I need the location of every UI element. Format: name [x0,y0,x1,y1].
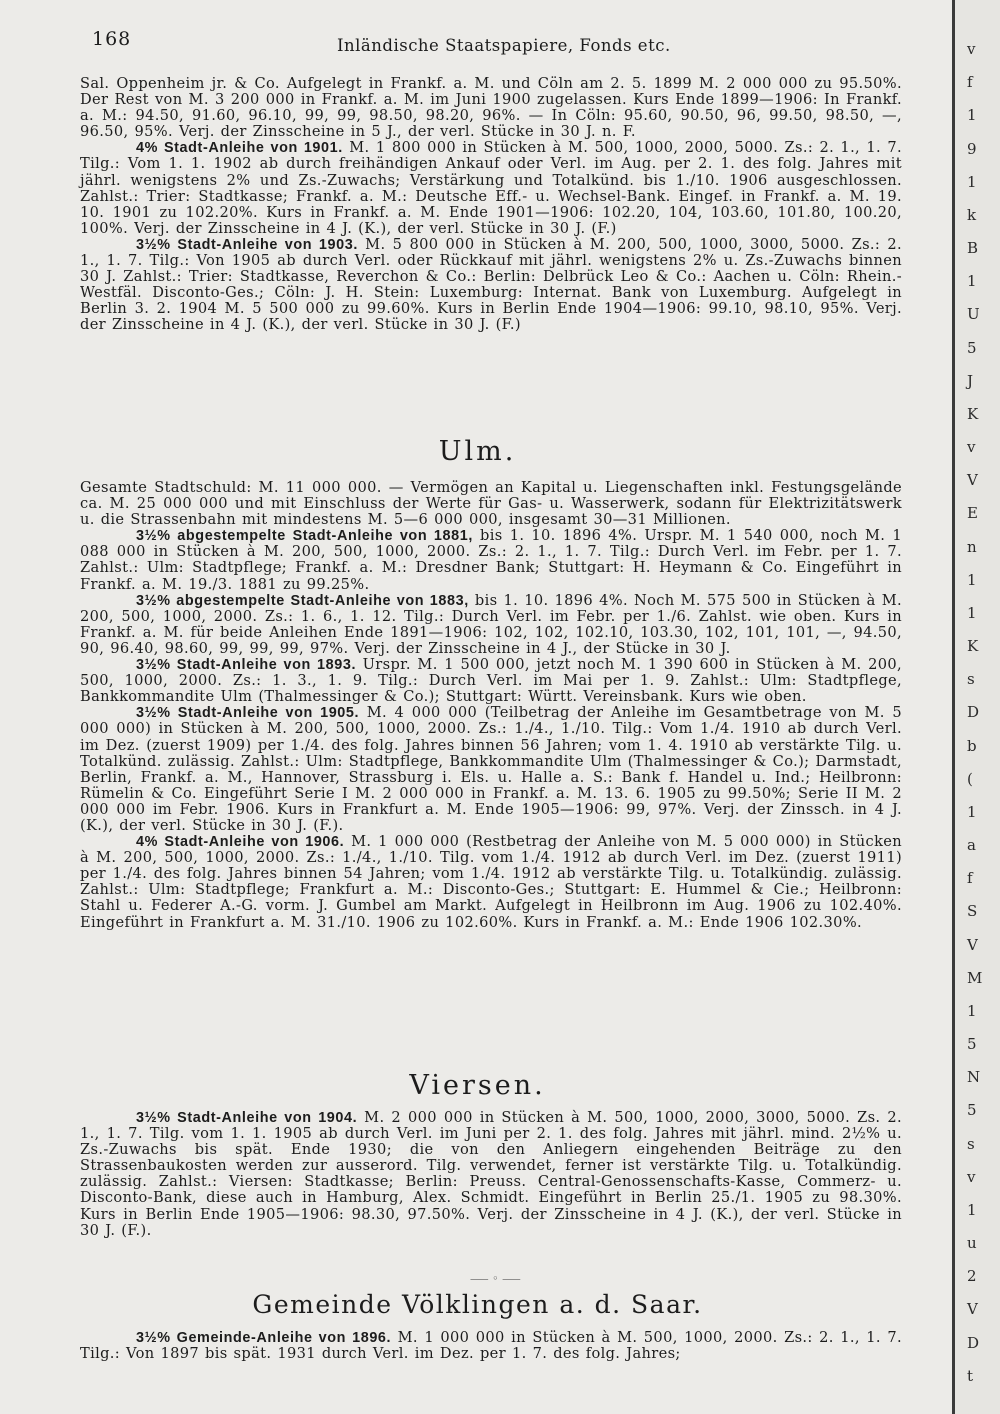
loan-entry [80,1330,902,1362]
edge-glyph: D [967,703,980,721]
edge-glyph: n [967,538,977,556]
section-heading-viersen: Viersen. [409,1070,546,1101]
edge-glyph: K [967,637,979,655]
edge-glyph: b [967,737,977,755]
edge-glyph: a [967,836,976,854]
voelklingen-block [80,1330,902,1362]
loan-entry [80,528,902,592]
adjacent-page-edge [952,0,1000,1414]
loan-title: 4% Stadt-Anleihe von 1906. [136,834,345,851]
edge-glyph: D [967,1334,980,1352]
edge-glyph: v [967,1168,976,1186]
loan-entry [80,834,902,931]
loan-title: 4% Stadt-Anleihe von 1901. [136,140,343,157]
edge-glyph: v [967,40,976,58]
loan-body: M. 2 000 000 in Stücken à M. 500, 1000, 2000, 3000, 5000. Zs. 2. 1., 1. 7. Tilg. vom 1. 1. 1905 ab durch Verl. im Juni per 2. 1. des folg. Jahres mit jährl. mind. 2½% u. Zs.-Zuwachs bis spät. Ende 1930; die von den Anliegern eingehenden Beiträge zu den Strassenbaukosten werden zur ausserord. Tilg. verwendet, ferner ist verstärkte Tilg. u. Totalkündig. zulässig. Zahlst.: Viersen: Stadtkasse; Berlin: Preuss. Central-Genossenschafts-Kasse, Commerz- u. Disconto-Bank, diese auch in Hamburg, Alex. Schmidt. Eingeführt in Berlin 25./1. 1905 zu 98.30%. Kurs in Berlin Ende 1905—1906: 98.30, 97.50%. Verj. der Zinsscheine in 4 J. (K.), der verl. Stücke in 30 J. (F.). [80,1109,902,1239]
edge-glyph: 1 [967,106,977,124]
loan-title: 3½% abgestempelte Stadt-Anleihe von 1881, [136,528,473,545]
edge-glyph: 1 [967,803,977,821]
edge-glyph: K [967,405,979,423]
viersen-block [80,1110,902,1239]
loan-body: bis 1. 10. 1896 4%. Noch M. 575 500 in Stücken à M. 200, 500, 1000, 2000. Zs.: 1. 6., 1. 12. Tilg.: Durch Verl. im Febr. per 1./6. Zahlst. wie oben. Kurs in Frankf. a. M. für beide Anleihen Ende 1891—1906: 102, 102, 102.10, 103.30, 102, 101, 101, —, 94.50, 90, 96.40, 98.60, 99, 99, 99, 97%. Verj. der Zinsscheine in 4 J., der Stücke in 30 J. [80,591,902,657]
edge-glyph: M [967,969,983,987]
edge-glyph: V [967,936,978,954]
loan-body: M. 1 000 000 in Stücken à M. 500, 1000, 2000. Zs.: 2. 1., 1. 7. Tilg.: Von 1897 bis spät. 1931 durch Verl. im Dez. per 1. 7. des folg. Jahres; [80,1329,902,1363]
loan-entry [80,593,902,657]
loan-body: M. 4 000 000 (Teilbetrag der Anleihe im Gesamtbetrage von M. 5 000 000) in Stücken à M. 200, 500, 1000, 2000. Zs.: 1./4., 1./10. Tilg.: Vom 1./4. 1910 ab durch Verl. im Dez. (zuerst 1909) per 1./4. des folg. Jahres binnen 56 Jahren; vom 1. 4. 1910 ab verstärkte Tilg. u. Totalkünd. zulässig. Zahlst.: Ulm: Stadtpflege, Bankkommandite Ulm (Thalmessinger & Co.); Darmstadt, Berlin, Frankf. a. M., Hannover, Strassburg i. Els. u. Halle a. S.: Bank f. Handel u. Ind.; Heilbronn: Rümelin & Co. Eingeführt Serie I M. 2 000 000 in Frankf. a. M. 13. 6. 1905 zu 99.50%; Serie II M. 2 000 000 im Febr. 1906. Kurs in Frankfurt a. M. Ende 1905—1906: 99, 97%. Verj. der Zinssch. in 4 J. (K.), der verl. Stücke in 30 J. (F.). [80,704,902,834]
loan-title: 3½% Gemeinde-Anleihe von 1896. [136,1330,392,1346]
section-intro: Gesamte Stadtschuld: M. 11 000 000. — Vermögen an Kapital u. Liegenschaften inkl. Festungsgelände ca. M. 25 000 000 und mit Einschluss der Werte für Gas- u. Wasserwerk, sodann für Elektrizitätswerk u. die Strassenbahn mit mindestens M. 5—6 000 000, insgesamt 30—31 Millionen. [80,479,902,529]
section-heading-ulm: Ulm. [438,436,517,467]
edge-glyph: J [967,372,974,390]
edge-glyph: 1 [967,571,977,589]
edge-glyph: f [967,73,973,91]
loan-entry [80,1110,902,1239]
section-heading-voelklingen: Gemeinde Völklingen a. d. Saar. [252,1290,703,1319]
loan-body: Urspr. M. 1 500 000, jetzt noch M. 1 390 600 in Stücken à M. 200, 500, 1000, 2000. Zs.: 1. 3., 1. 9. Tilg.: Durch Verl. im Mai per 1. 9. Zahlst.: Ulm: Stadtpflege, Bankkommandite Ulm (Thalmessinger & Co.); Stuttgart: Württ. Vereinsbank. Kurs wie oben. [80,656,902,706]
edge-glyph: 1 [967,1002,977,1020]
edge-glyph: N [967,1068,981,1086]
ulm-block [80,480,902,931]
edge-glyph: U [967,305,980,323]
edge-glyph: t [967,1367,974,1385]
edge-glyph: u [967,1234,977,1252]
edge-glyph: V [967,471,978,489]
edge-glyph: 1 [967,272,977,290]
edge-glyph: 2 [967,1267,977,1285]
loan-entry [80,140,902,237]
edge-glyph: E [967,504,978,522]
edge-glyph: s [967,1135,975,1153]
edge-glyph: S [967,902,978,920]
loan-title: 3½% Stadt-Anleihe von 1904. [136,1110,358,1126]
edge-glyph: s [967,670,975,688]
page-number: 168 [92,28,132,50]
edge-glyph: 1 [967,1201,977,1219]
edge-glyph: V [967,1300,978,1318]
edge-glyph: B [967,239,979,257]
loan-body: M. 1 800 000 in Stücken à M. 500, 1000, 2000, 5000. Zs.: 2. 1., 1. 7. Tilg.: Vom 1. 1. 1902 ab durch freihändigen Ankauf oder Verl. im Aug. per 2. 1. des folg. Jahres mit jährl. wenigstens 2% und Zs.-Zuwachs; Verstärkung und Totalkünd. bis 1./10. 1906 ausgeschlossen. Zahlst.: Trier: Stadtkasse; Frankf. a. M.: Deutsche Eff.- u. Wechsel-Bank. Eingef. in Frankf. a. M. 19. 10. 1901 zu 102.20%. Kurs in Frankf. a. M. Ende 1901—1906: 102.20, 104, 103.60, 101.80, 100.20, 100%. Verj. der Zinsscheine in 4 J. (K.), der verl. Stücke in 30 J. (F.) [80,139,903,237]
loan-body: bis 1. 10. 1896 4%. Urspr. M. 1 540 000, noch M. 1 088 000 in Stücken à M. 200, 500, 1000, 2000. Zs.: 2. 1., 1. 7. Tilg.: Durch Verl. im Febr. per 1. 7. Zahlst.: Ulm: Stadtpflege; Frankf. a. M.: Dresdner Bank; Stuttgart: H. Heymann & Co. Eingeführt in Frankf. a. M. 19./3. 1881 zu 99.25%. [80,527,903,593]
edge-glyph: 1 [967,173,977,191]
loan-body: M. 1 000 000 (Restbetrag der Anleihe von M. 5 000 000) in Stücken à M. 200, 500, 1000, 2000. Zs.: 1./4., 1./10. Tilg. vom 1./4. 1912 ab durch Verl. im Dez. (zuerst 1911) per 1./4. des folg. Jahres binnen 54 Jahren; vom 1./4. 1912 ab verstärkte Tilg. u. Totalkündig. zulässig. Zahlst.: Ulm: Stadtpflege; Frankfurt a. M.: Disconto-Ges.; Stuttgart: E. Hummel & Cie.; Heilbronn: Stahl u. Federer A.-G. vorm. J. Gumbel am Markt. Aufgelegt in Heilbronn im Aug. 1906 zu 102.40%. Eingeführt in Frankfurt a. M. 31./10. 1906 zu 102.60%. Kurs in Frankf. a. M.: Ende 1906 102.30%. [80,833,902,931]
edge-glyph: f [967,869,973,887]
edge-glyph: 9 [967,140,977,158]
loan-entry [80,657,902,705]
running-head: Inländische Staatspapiere, Fonds etc. [337,36,671,55]
edge-glyph: 5 [967,1035,977,1053]
loan-title: 3½% abgestempelte Stadt-Anleihe von 1883, [136,592,469,609]
loan-body: M. 5 800 000 in Stücken à M. 200, 500, 1000, 3000, 5000. Zs.: 2. 1., 1. 7. Tilg.: Von 1905 ab durch Verl. oder Rückkauf mit jährl. wenigstens 2% u. Zs.-Zuwachs binnen 30 J. Zahlst.: Trier: Stadtkasse, Reverchon & Co.: Berlin: Delbrück Leo & Co.: Aachen u. Cöln: Rhein.-Westfäl. Disconto-Ges.; Cöln: J. H. Stein: Luxemburg: Internat. Bank von Luxemburg. Aufgelegt in Berlin 3. 2. 1904 M. 5 500 000 zu 99.60%. Kurs in Berlin Ende 1904—1906: 99.10, 98.10, 95%. Verj. der Zinsscheine in 4 J. (K.), der verl. Stücke in 30 J. (F.) [80,235,902,334]
loan-title: 3½% Stadt-Anleihe von 1905. [136,705,360,722]
edge-glyph: v [967,438,976,456]
loan-title: 3½% Stadt-Anleihe von 1893. [136,657,357,674]
edge-glyph: ( [967,770,973,788]
edge-glyph: 1 [967,604,977,622]
trier-block [80,76,902,334]
ornament-divider: ⸺ ◦ ⸺ [470,1272,521,1285]
loan-title: 3½% Stadt-Anleihe von 1903. [136,236,358,253]
edge-glyph: 5 [967,339,977,357]
intro-paragraph: Sal. Oppenheim jr. & Co. Aufgelegt in Frankf. a. M. und Cöln am 2. 5. 1899 M. 2 000 000 zu 95.50%. Der Rest von M. 3 200 000 in Frankf. a. M. im Juni 1900 zugelassen. Kurs Ende 1899—1906: In Frankf. a. M.: 94.50, 91.60, 96.10, 99, 99, 98.50, 98.20, 96%. — In Cöln: 95.60, 90.50, 96, 99.50, 98.50, —, 96.50, 95%. Verj. der Zinsscheine in 5 J., der verl. Stücke in 30 J. n. F. [80,75,902,141]
loan-entry [80,705,902,834]
loan-entry [80,237,902,334]
edge-glyph: k [967,206,977,224]
edge-glyph: 5 [967,1101,977,1119]
